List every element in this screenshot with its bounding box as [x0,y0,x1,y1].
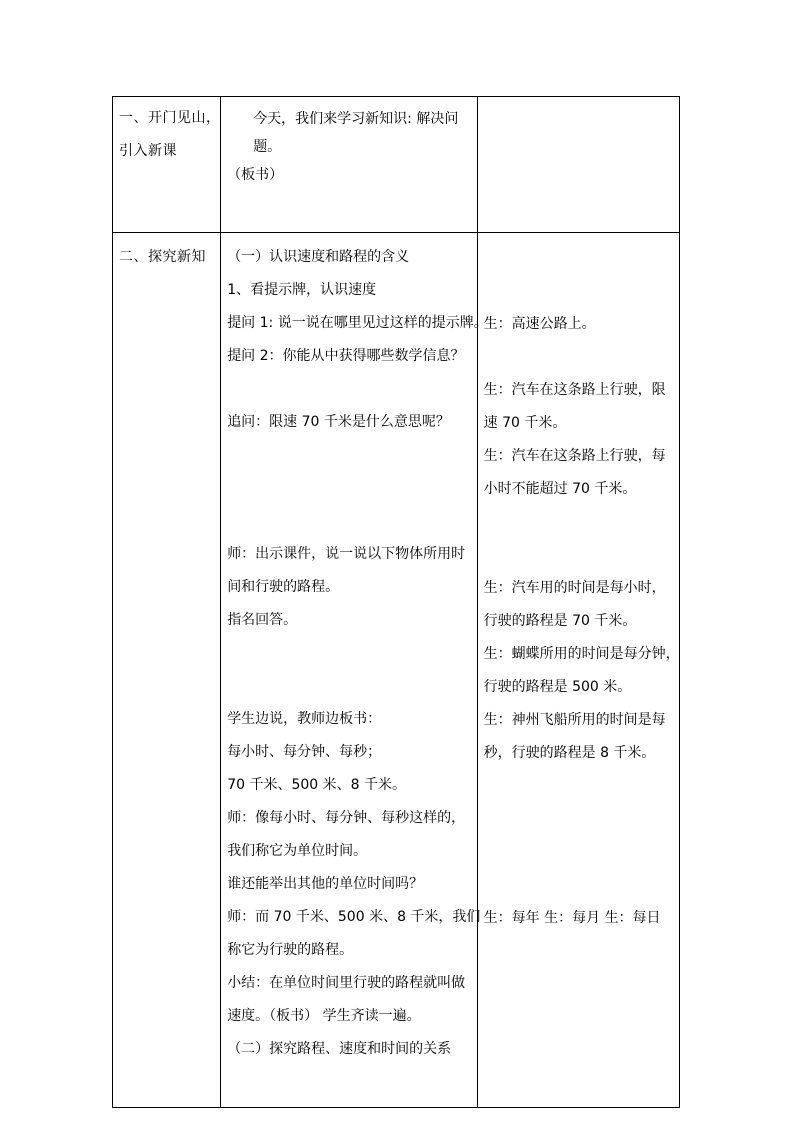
teacher-line: （二）探究路程、速度和时间的关系 [227,1041,452,1057]
student-line: 小时不能超过 70 千米。 [483,481,637,497]
teacher-line [227,373,474,406]
teacher-line: 追问：限速 70 千米是什么意思呢？ [227,414,450,430]
table-row [113,233,680,1108]
student-line: 行驶的路程是 500 米。 [483,679,632,695]
stage-line: 二、探究新知 [119,249,206,265]
student-line: 生：汽车用的时间是每小时， [483,580,666,596]
student-line: 生：蝴蝶所用的时间是每分钟， [483,646,680,662]
teacher-line [227,472,474,505]
student-line: 生：神州飞船所用的时间是每 [483,712,666,728]
teacher-line: 称它为行驶的路程。 [227,942,354,958]
student-line: 速 70 千米。 [483,415,567,431]
teacher-line: 指名回答。 [227,612,298,628]
teacher-activity-cell [221,233,488,1108]
teacher-line: 速度。（板书） 学生齐读一遍。 [227,1008,421,1024]
student-line [484,869,677,902]
student-line [484,770,677,803]
student-line [484,506,677,539]
student-activity-cell [477,97,679,233]
stage-cell [113,97,221,233]
teacher-line: 我们称它为单位时间。 [227,843,368,859]
student-line [484,341,677,374]
teacher-line: 师：出示课件，说一说以下物体所用时 [227,546,466,562]
teacher-line [227,439,474,472]
teacher-line: 师：像每小时、每分钟、每秒这样的， [227,810,466,826]
student-line: 生：每年 生：每月 生：每日 [483,910,661,926]
teacher-line: 谁还能举出其他的单位时间吗？ [227,876,424,892]
student-line: 秒，行驶的路程是 8 千米。 [483,745,656,761]
table-row [113,97,680,233]
student-activity-cell [477,233,679,1108]
teacher-line: 提问 1: 说一说在哪里见过这样的提示牌。 [227,315,488,331]
teacher-line: 小结：在单位时间里行驶的路程就叫做 [227,975,466,991]
teacher-line [227,637,474,670]
lesson-plan-table [112,96,680,1108]
teacher-line [227,505,474,538]
teacher-line: 学生边说，教师边板书： [227,711,382,727]
student-line [484,803,677,836]
student-line [484,539,677,572]
teacher-line: 1、看提示牌，认识速度 [227,282,377,298]
stage-line: 引入新课 [119,143,177,159]
teacher-line: 今天，我们来学习新知识: 解决问题。 [253,111,459,155]
student-line: 生：汽车在这条路上行驶，每 [483,448,666,464]
teacher-line: 师：而 70 千米、500 米、8 千米，我们 [227,909,481,925]
teacher-line: （一）认识速度和路程的含义 [227,249,410,265]
stage-cell [113,233,221,1108]
teacher-line: 间和行驶的路程。 [227,579,340,595]
teacher-line: 70 千米、500 米、8 千米。 [227,777,406,793]
teacher-line [227,670,474,703]
teacher-line: 提问 2：你能从中获得哪些数学信息？ [227,348,465,364]
student-line: 生：汽车在这条路上行驶，限 [483,382,666,398]
stage-line: 一、开门见山， [119,110,221,126]
student-line: 行驶的路程是 70 千米。 [483,613,637,629]
teacher-activity-cell [221,97,477,233]
teacher-line: 每小时、每分钟、每秒； [227,744,382,760]
student-line: 生：高速公路上。 [483,316,596,332]
teacher-line: （板书） [227,167,284,183]
student-line [484,836,677,869]
